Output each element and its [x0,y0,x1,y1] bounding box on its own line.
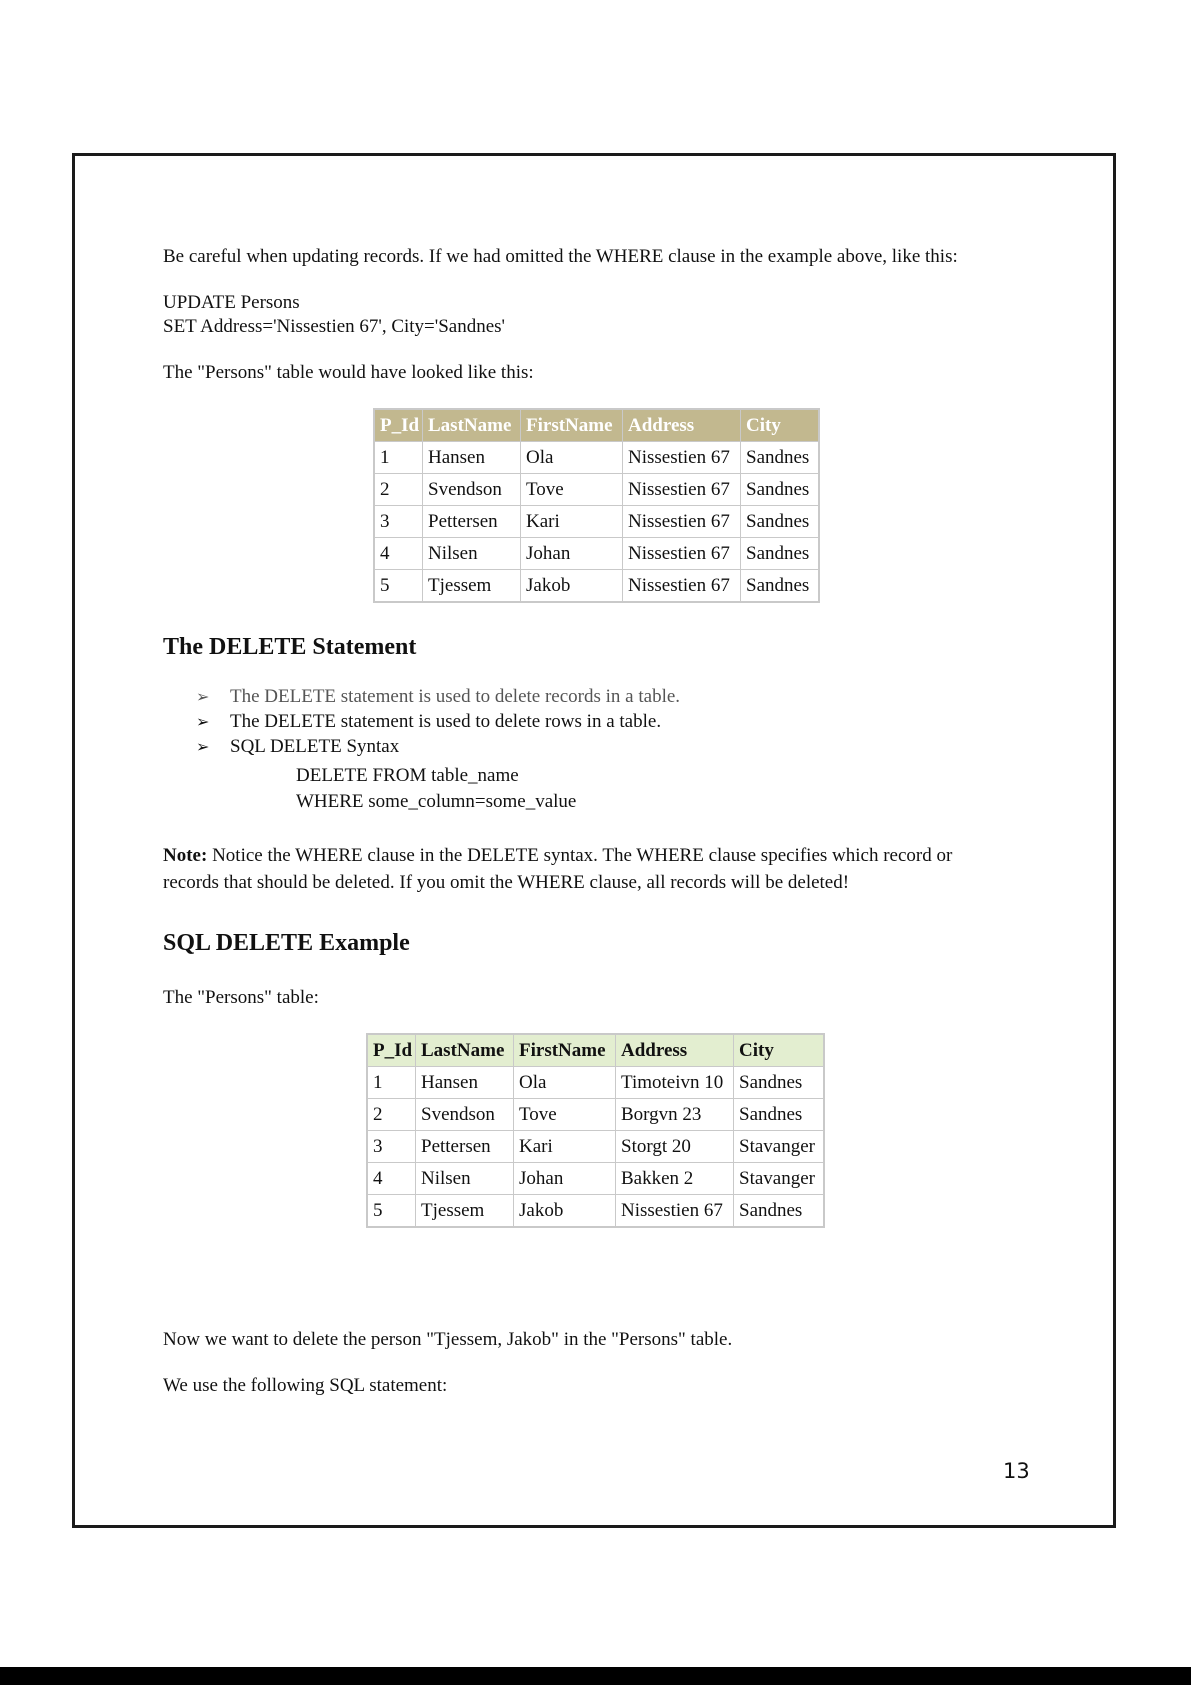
list-item [196,709,680,734]
table-cell: Jakob [521,570,623,603]
table-row [374,538,819,570]
table-row [367,1195,824,1228]
table-cell: Sandnes [741,538,820,570]
table-cell: Nissestien 67 [623,442,741,474]
section-heading-example: SQL DELETE Example [163,930,410,956]
table-cell: Stavanger [734,1163,825,1195]
table-cell: 5 [374,570,423,603]
table-cell: Kari [521,506,623,538]
intro-paragraph: Be careful when updating records. If we had omitted the WHERE clause in the example above, like this: [163,246,958,267]
table-cell: Jakob [514,1195,616,1228]
list-item-text: The DELETE statement is used to delete rows in a table. [230,710,662,732]
table-cell: Tjessem [416,1195,514,1228]
page-number: 13 [1003,1459,1030,1483]
table-cell: 4 [374,538,423,570]
table-cell: Sandnes [734,1195,825,1228]
bullet-list [196,684,680,759]
table-caption: The "Persons" table: [163,987,319,1008]
table-cell: Ola [514,1067,616,1099]
persons-table-updated [373,408,820,603]
table-row [374,442,819,474]
table-cell: 2 [367,1099,416,1131]
table-cell: 3 [374,506,423,538]
column-header: City [734,1034,825,1067]
note-label: Note: [163,845,208,866]
column-header: Address [623,409,741,442]
table-cell: Sandnes [741,570,820,603]
table-cell: Borgvn 23 [616,1099,734,1131]
table-cell: Pettersen [423,506,521,538]
table-cell: Svendson [416,1099,514,1131]
page-frame [72,153,1116,1528]
column-header: P_Id [367,1034,416,1067]
column-header: FirstName [514,1034,616,1067]
arrow-bullet-icon: ➢ [196,737,210,756]
table-cell: Sandnes [734,1067,825,1099]
table-row [374,570,819,603]
table-cell: Hansen [423,442,521,474]
persons-table [366,1033,825,1228]
column-header: FirstName [521,409,623,442]
column-header: LastName [423,409,521,442]
table-cell: Stavanger [734,1131,825,1163]
table-cell: Tove [514,1099,616,1131]
list-item-text: SQL DELETE Syntax [230,735,400,757]
table-cell: Nissestien 67 [623,538,741,570]
table-cell: Sandnes [741,474,820,506]
list-item [196,734,680,759]
table-cell: Tove [521,474,623,506]
table-cell: Nilsen [416,1163,514,1195]
table-cell: 1 [367,1067,416,1099]
table-cell: Timoteivn 10 [616,1067,734,1099]
table-cell: Bakken 2 [616,1163,734,1195]
table-cell: 1 [374,442,423,474]
table-row [374,474,819,506]
table-cell: Hansen [416,1067,514,1099]
table-cell: 2 [374,474,423,506]
table-caption: The "Persons" table would have looked like this: [163,362,534,383]
table-cell: Sandnes [734,1099,825,1131]
table-cell: 3 [367,1131,416,1163]
table-cell: Johan [521,538,623,570]
table-cell: 4 [367,1163,416,1195]
table-cell: Svendson [423,474,521,506]
table-cell: Pettersen [416,1131,514,1163]
table-cell: Tjessem [423,570,521,603]
note-paragraph [163,844,1033,868]
body-paragraph: We use the following SQL statement: [163,1375,448,1396]
table-row [367,1131,824,1163]
table-cell: 5 [367,1195,416,1228]
table-row [367,1099,824,1131]
table-cell: Sandnes [741,506,820,538]
syntax-line: DELETE FROM table_name [296,765,519,786]
table-cell: Ola [521,442,623,474]
body-paragraph: Now we want to delete the person "Tjessem, Jakob" in the "Persons" table. [163,1329,733,1350]
column-header: City [741,409,820,442]
table-row [374,506,819,538]
code-line: SET Address='Nissestien 67', City='Sandnes' [163,316,505,337]
column-header: LastName [416,1034,514,1067]
note-paragraph-line2: records that should be deleted. If you omit the WHERE clause, all records will be deleted! [163,872,850,893]
table-cell: Nissestien 67 [616,1195,734,1228]
list-item [196,684,680,709]
arrow-bullet-icon: ➢ [196,687,210,706]
column-header: P_Id [374,409,423,442]
table-cell: Johan [514,1163,616,1195]
table-cell: Kari [514,1131,616,1163]
table-cell: Nilsen [423,538,521,570]
table-cell: Nissestien 67 [623,506,741,538]
table-header-row [367,1034,824,1067]
table-cell: Nissestien 67 [623,474,741,506]
column-header: Address [616,1034,734,1067]
syntax-line: WHERE some_column=some_value [296,791,577,812]
table-row [367,1067,824,1099]
table-header-row [374,409,819,442]
bottom-bar [0,1667,1191,1685]
table-cell: Nissestien 67 [623,570,741,603]
table-row [367,1163,824,1195]
table-cell: Sandnes [741,442,820,474]
arrow-bullet-icon: ➢ [196,712,210,731]
list-item-text: The DELETE statement is used to delete records in a table. [230,685,681,707]
code-line: UPDATE Persons [163,292,300,313]
table-cell: Storgt 20 [616,1131,734,1163]
note-text: Notice the WHERE clause in the DELETE syntax. The WHERE clause specifies which record or [207,845,953,866]
section-heading-delete: The DELETE Statement [163,634,417,660]
